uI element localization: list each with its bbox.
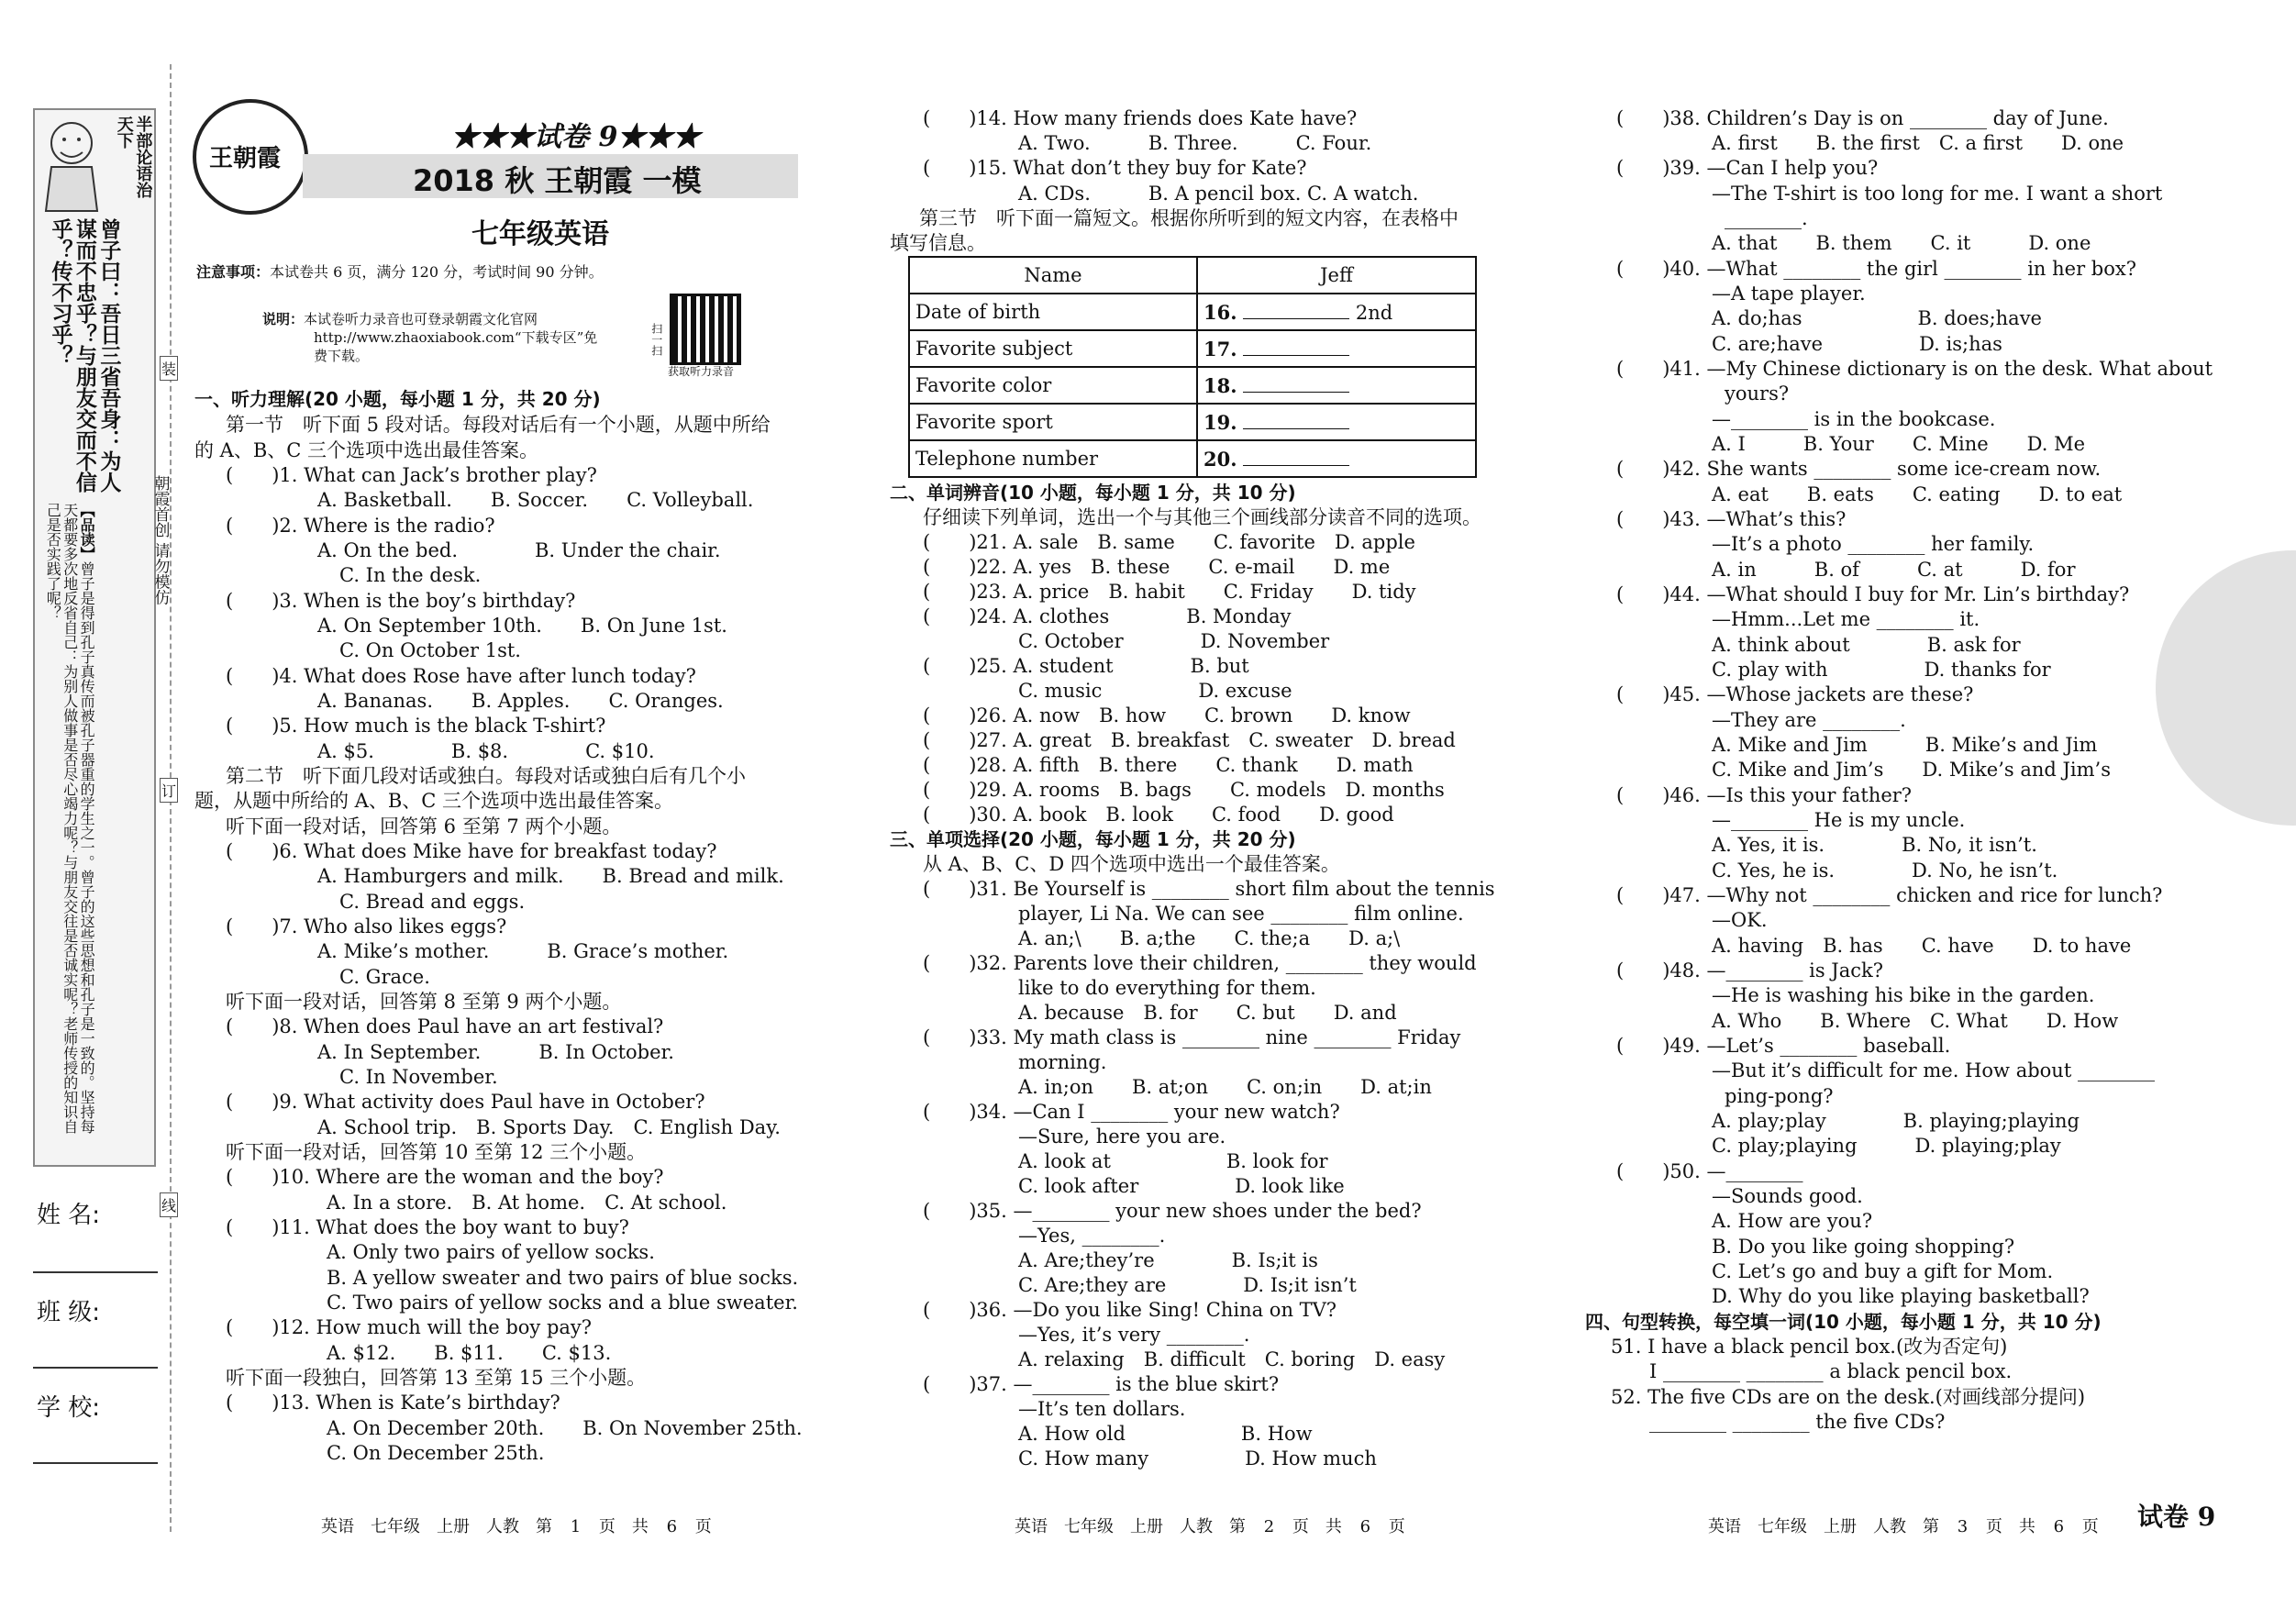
text-line: ________ ________ the five CDs? <box>1649 1411 1946 1433</box>
text-line: I ________ ________ a black pencil box. <box>1649 1360 2013 1382</box>
question-30: ( )30. A. book B. look C. food D. good <box>923 804 1394 826</box>
question-48: ( )48. —________ is Jack? <box>1616 959 1883 981</box>
options: A. Only two pairs of yellow socks. <box>327 1241 655 1263</box>
footer-page-2: 英语 七年级 上册 人教 第 2 页 共 6 页 <box>1015 1517 1405 1536</box>
options: A. School trip. B. Sports Day. C. English Day. <box>317 1116 781 1138</box>
options: C. music D. excuse <box>1018 680 1292 702</box>
question-2: ( )2. Where is the radio? <box>226 515 495 537</box>
text-line: —Sounds good. <box>1712 1185 1863 1207</box>
options: A. that B. them C. it D. one <box>1712 232 2091 254</box>
question-15: ( )15. What don’t they buy for Kate? <box>923 157 1307 179</box>
answer-blank[interactable] <box>1243 465 1349 466</box>
options: A. Two. B. Three. C. Four. <box>1018 132 1372 154</box>
text-line: 听下面一段独白，回答第 13 至第 15 三个小题。 <box>226 1367 647 1389</box>
options: A. Who B. Where C. What D. How <box>1712 1010 2119 1032</box>
qr-caption: 获取听力录音 <box>668 365 735 378</box>
text-line: 的 A、B、C 三个选项中选出最佳答案。 <box>194 439 539 461</box>
question-7: ( )7. Who also likes eggs? <box>226 915 507 937</box>
text-line: —It’s ten dollars. <box>1018 1398 1186 1420</box>
text-line: —________ is in the bookcase. <box>1712 408 1996 430</box>
qr-scan-label: 扫一扫 <box>649 323 663 356</box>
options: C. Grace. <box>339 966 430 988</box>
options: A. in B. of C. at D. for <box>1712 559 2076 581</box>
options: A. On the bed. B. Under the chair. <box>317 539 721 561</box>
notice-text: 本试卷共 6 页，满分 120 分，考试时间 90 分钟。 <box>270 263 604 281</box>
table-header: Jeff <box>1197 257 1476 294</box>
logo-text: 王朝霞 <box>209 145 282 172</box>
question-38: ( )38. Children’s Day is on ________ day of June. <box>1616 107 2109 129</box>
question-5: ( )5. How much is the black T-shirt? <box>226 715 606 737</box>
options: A. Basketball. B. Soccer. C. Volleyball. <box>317 489 754 511</box>
cut-mark-1: 装 <box>160 356 178 381</box>
table-cell <box>1197 367 1476 404</box>
exam-title: 2018 秋 王朝霞 一模 <box>413 163 702 198</box>
text-line: —The T-shirt is too long for me. I want a short <box>1712 183 2163 205</box>
answer-blank[interactable] <box>1243 355 1349 356</box>
options: A. in;on B. at;on C. on;in D. at;in <box>1018 1076 1432 1098</box>
text-line: —________ He is my uncle. <box>1712 809 1966 831</box>
options: C. On October 1st. <box>339 639 521 661</box>
question-28: ( )28. A. fifth B. there C. thank D. math <box>923 754 1414 776</box>
table-row <box>909 404 1476 440</box>
footer-page-1: 英语 七年级 上册 人教 第 1 页 共 6 页 <box>321 1517 712 1536</box>
table-cell: Favorite color <box>909 367 1197 404</box>
options: A. play;play B. playing;playing <box>1712 1110 2080 1132</box>
question-9: ( )9. What activity does Paul have in October? <box>226 1091 705 1113</box>
question-14: ( )14. How many friends does Kate have? <box>923 107 1358 129</box>
options: A. think about B. ask for <box>1712 634 2021 656</box>
qr-code <box>670 294 741 365</box>
table-cell <box>1197 294 1476 330</box>
subject-title: 七年级英语 <box>471 218 609 250</box>
cell-suffix: 2nd <box>1355 301 1393 324</box>
options: C. On December 25th. <box>327 1442 545 1464</box>
question-4: ( )4. What does Rose have after lunch today? <box>226 665 696 687</box>
text-line: —They are ________. <box>1712 709 1906 731</box>
options: C. In the desk. <box>339 564 482 586</box>
text-line: —A tape player. <box>1712 283 1866 305</box>
answer-blank[interactable] <box>1243 428 1349 429</box>
options: C. Bread and eggs. <box>339 891 526 913</box>
text-line: 题，从题中所给的 A、B、C 三个选项中选出最佳答案。 <box>194 790 674 812</box>
question-51: 51. I have a black pencil box.(改为否定句) <box>1611 1336 2008 1358</box>
text-line: morning. <box>1018 1051 1107 1073</box>
banner-chars: 半部论语治天下 <box>114 116 153 198</box>
question-32: ( )32. Parents love their children, ________ they would <box>923 952 1477 974</box>
note-line-2: http://www.zhaoxiabook.com“下载专区”免 <box>314 329 598 346</box>
question-43: ( )43. —What’s this? <box>1616 508 1847 530</box>
class-line <box>33 1367 158 1369</box>
item-number: 19. <box>1203 410 1237 434</box>
footer-page-3: 英语 七年级 上册 人教 第 3 页 共 6 页 <box>1708 1517 2099 1536</box>
options: A. $12. B. $11. C. $13. <box>327 1342 612 1364</box>
options: A. relaxing B. difficult C. boring D. easy <box>1018 1348 1446 1370</box>
answer-blank[interactable] <box>1243 318 1349 319</box>
question-1: ( )1. What can Jack’s brother play? <box>226 464 597 486</box>
school-line <box>33 1462 158 1464</box>
item-number: 18. <box>1203 373 1237 397</box>
text-line: 听下面一段对话，回答第 6 至第 7 两个小题。 <box>226 815 622 837</box>
text-line: yours? <box>1725 383 1790 405</box>
options: A. Are;they’re B. Is;it is <box>1018 1249 1318 1271</box>
section-transform: 四、句型转换，每空填一词(10 小题，每小题 1 分，共 10 分) <box>1585 1311 2102 1333</box>
question-33: ( )33. My math class is ________ nine ________ Friday <box>923 1026 1461 1048</box>
question-23: ( )23. A. price B. habit C. Friday D. tidy <box>923 581 1416 603</box>
question-13: ( )13. When is Kate’s birthday? <box>226 1392 560 1414</box>
options: B. A yellow sweater and two pairs of blue socks. <box>327 1267 799 1289</box>
text-line: 从 A、B、C、D 四个选项中选出一个最佳答案。 <box>923 853 1340 875</box>
text-line: —OK. <box>1712 909 1768 931</box>
text-line: 听下面一段对话，回答第 8 至第 9 两个小题。 <box>226 991 622 1013</box>
text-line: ________. <box>1725 207 1808 229</box>
answer-blank[interactable] <box>1243 392 1349 393</box>
table-cell <box>1197 440 1476 477</box>
question-31: ( )31. Be Yourself is ________ short film about the tennis <box>923 878 1495 900</box>
text-line: 填写信息。 <box>890 232 986 254</box>
name-line <box>33 1271 158 1273</box>
options: A. On September 10th. B. On June 1st. <box>317 615 727 637</box>
options: A. Bananas. B. Apples. C. Oranges. <box>317 690 724 712</box>
item-number: 17. <box>1203 337 1237 360</box>
notice <box>196 261 604 282</box>
question-3: ( )3. When is the boy’s birthday? <box>226 590 576 612</box>
question-41: ( )41. —My Chinese dictionary is on the desk. What about <box>1616 358 2213 380</box>
cut-mark-2: 订 <box>160 778 178 803</box>
section-choice: 三、单项选择(20 小题，每小题 1 分，共 20 分) <box>890 828 1296 850</box>
text-line: player, Li Na. We can see ________ film online. <box>1018 903 1464 925</box>
class-label: 班 级: <box>37 1299 101 1326</box>
text-line: 听下面一段对话，回答第 10 至第 12 三个小题。 <box>226 1141 647 1163</box>
question-49: ( )49. —Let’s ________ baseball. <box>1616 1035 1951 1057</box>
question-21: ( )21. A. sale B. same C. favorite D. apple <box>923 531 1415 553</box>
options: A. On December 20th. B. On November 25th. <box>327 1417 803 1439</box>
options: A. In a store. B. At home. C. At school. <box>327 1192 727 1214</box>
question-36: ( )36. —Do you like Sing! China on TV? <box>923 1299 1337 1321</box>
options: A. having B. has C. have D. to have <box>1712 935 2132 957</box>
pindu-title: 【品读】 <box>78 503 96 561</box>
logo <box>193 99 308 215</box>
confucius-illustration <box>37 112 108 213</box>
table-row <box>909 440 1476 477</box>
question-8: ( )8. When does Paul have an art festival? <box>226 1015 664 1037</box>
options: C. play;playing D. playing;play <box>1712 1135 2061 1157</box>
text-line: 第一节 听下面 5 段对话。每段对话后有一个小题，从题中所给 <box>226 414 771 436</box>
options: C. Let’s go and buy a gift for Mom. <box>1712 1260 2054 1282</box>
question-50: ( )50. —________ <box>1616 1160 1803 1182</box>
options: A. Yes, it is. B. No, it isn’t. <box>1712 834 2037 856</box>
section-listening: 一、听力理解(20 小题，每小题 1 分，共 20 分) <box>194 388 601 410</box>
options: C. Two pairs of yellow socks and a blue sweater. <box>327 1292 798 1314</box>
options: C. are;have D. is;has <box>1712 333 2002 355</box>
pindu-text <box>44 503 94 1136</box>
options: C. In November. <box>339 1066 498 1088</box>
options: C. October D. November <box>1018 630 1330 652</box>
question-26: ( )26. A. now B. how C. brown D. know <box>923 704 1411 726</box>
question-6: ( )6. What does Mike have for breakfast today? <box>226 840 717 862</box>
options: A. look at B. look for <box>1018 1150 1328 1172</box>
options: A. first B. the first C. a first D. one <box>1712 132 2124 154</box>
watermark-stamp <box>2156 550 2296 826</box>
question-27: ( )27. A. great B. breakfast C. sweater D. bread <box>923 729 1456 751</box>
options: A. In September. B. In October. <box>317 1041 674 1063</box>
text-line: —Hmm...Let me ________ it. <box>1712 608 1980 630</box>
note-line-1 <box>262 310 597 328</box>
question-35: ( )35. —________ your new shoes under the bed? <box>923 1200 1422 1222</box>
question-12: ( )12. How much will the boy pay? <box>226 1316 593 1338</box>
question-22: ( )22. A. yes B. these C. e-mail D. me <box>923 556 1391 578</box>
options: B. Do you like going shopping? <box>1712 1236 2015 1258</box>
options: A. I B. Your C. Mine D. Me <box>1712 433 2086 455</box>
question-39: ( )39. —Can I help you? <box>1616 157 1879 179</box>
name-label: 姓 名: <box>37 1202 101 1229</box>
text-line: —But it’s difficult for me. How about ________ <box>1712 1059 2155 1081</box>
options: C. Are;they are D. Is;it isn’t <box>1018 1274 1357 1296</box>
table-row <box>909 294 1476 330</box>
options: D. Why do you like playing basketball? <box>1712 1285 2090 1307</box>
item-number: 20. <box>1203 447 1237 471</box>
options: A. Hamburgers and milk. B. Bread and milk. <box>317 865 784 887</box>
options: C. play with D. thanks for <box>1712 659 2051 681</box>
question-11: ( )11. What does the boy want to buy? <box>226 1216 629 1238</box>
corner-label: 试卷 9 <box>2137 1502 2216 1532</box>
options: A. How are you? <box>1712 1210 1873 1232</box>
options: A. Mike and Jim B. Mike’s and Jim <box>1712 734 2098 756</box>
options: C. look after D. look like <box>1018 1175 1345 1197</box>
info-table <box>908 256 1477 478</box>
text-line: 仔细读下列单词，选出一个与其他三个画线部分读音不同的选项。 <box>923 506 1481 528</box>
question-24: ( )24. A. clothes B. Monday <box>923 605 1292 627</box>
text-line: 第二节 听下面几段对话或独白。每段对话或独白后有几个小 <box>226 765 746 787</box>
question-44: ( )44. —What should I buy for Mr. Lin’s birthday? <box>1616 583 2130 605</box>
paper-number: ★★★试卷 9★★★ <box>451 121 701 153</box>
table-cell: Date of birth <box>909 294 1197 330</box>
note-label: 说明： <box>262 311 305 327</box>
notice-label: 注意事项： <box>196 263 271 281</box>
cut-mark-3: 线 <box>160 1192 178 1217</box>
table-header-row <box>909 257 1476 294</box>
pindu-body: 曾子是得到孔子真传而被孔子器重的学生之一。曾子的这些思想和孔子是一致的。坚持每天都要多次地反省自己：为别人做事是否尽心竭力呢？与朋友交往是否诚实呢？老师传授的知识自己是否实践了呢？ <box>44 503 96 1134</box>
text-line: —It’s a photo ________ her family. <box>1712 533 2035 555</box>
options: C. How many D. How much <box>1018 1447 1377 1469</box>
text-line: like to do everything for them. <box>1018 977 1316 999</box>
table-row <box>909 330 1476 367</box>
text-line: —Yes, ________. <box>1018 1225 1166 1247</box>
table-cell: Telephone number <box>909 440 1197 477</box>
text-line: —He is washing his bike in the garden. <box>1712 984 2095 1006</box>
question-37: ( )37. —________ is the blue skirt? <box>923 1373 1280 1395</box>
question-40: ( )40. —What ________ the girl ________ in her box? <box>1616 258 2136 280</box>
table-header: Name <box>909 257 1197 294</box>
section-phonetics: 二、单词辨音(10 小题，每小题 1 分，共 10 分) <box>890 482 1296 504</box>
question-34: ( )34. —Can I ________ your new watch? <box>923 1101 1340 1123</box>
item-number: 16. <box>1203 300 1237 324</box>
question-29: ( )29. A. rooms B. bags C. models D. months <box>923 779 1445 801</box>
options: A. because B. for C. but D. and <box>1018 1002 1397 1024</box>
question-52: 52. The five CDs are on the desk.(对画线部分提问) <box>1611 1386 2086 1408</box>
options: A. Mike’s mother. B. Grace’s mother. <box>317 940 729 962</box>
options: C. Mike and Jim’s D. Mike’s and Jim’s <box>1712 759 2111 781</box>
table-cell <box>1197 404 1476 440</box>
question-42: ( )42. She wants ________ some ice-cream now. <box>1616 458 2102 480</box>
options: A. do;has B. does;have <box>1712 307 2042 329</box>
note <box>262 310 597 365</box>
school-label: 学 校: <box>37 1394 101 1422</box>
options: C. Yes, he is. D. No, he isn’t. <box>1712 859 2058 882</box>
text-line: —Sure, here you are. <box>1018 1126 1226 1148</box>
question-45: ( )45. —Whose jackets are these? <box>1616 683 1974 705</box>
side-note: 朝霞首创 请勿模仿 <box>150 475 170 605</box>
options: A. How old B. How <box>1018 1423 1313 1445</box>
table-cell: Favorite sport <box>909 404 1197 440</box>
table-cell: Favorite subject <box>909 330 1197 367</box>
text-line: 第三节 听下面一篇短文。根据你所听到的短文内容，在表格中 <box>919 207 1459 229</box>
table-cell <box>1197 330 1476 367</box>
question-10: ( )10. Where are the woman and the boy? <box>226 1166 664 1188</box>
note-line-3: 费下载。 <box>314 348 370 364</box>
question-25: ( )25. A. student B. but <box>923 655 1249 677</box>
options: A. eat B. eats C. eating D. to eat <box>1712 483 2123 505</box>
question-46: ( )46. —Is this your father? <box>1616 784 1913 806</box>
question-47: ( )47. —Why not ________ chicken and rice for lunch? <box>1616 884 2163 906</box>
note-text-1: 本试卷听力录音也可登录朝霞文化官网 <box>304 311 538 327</box>
table-row <box>909 367 1476 404</box>
text-line: ping-pong? <box>1725 1085 1834 1107</box>
options: A. $5. B. $8. C. $10. <box>317 740 655 762</box>
options: A. CDs. B. A pencil box. C. A watch. <box>1018 183 1419 205</box>
text-line: —Yes, it’s very ________. <box>1018 1324 1250 1346</box>
options: A. an;\ B. a;the C. the;a D. a;\ <box>1018 927 1401 949</box>
quote-text: 曾子曰：吾日三省吾身：为人谋而不忠乎？与朋友交而不信乎？传不习乎？ <box>48 218 121 493</box>
